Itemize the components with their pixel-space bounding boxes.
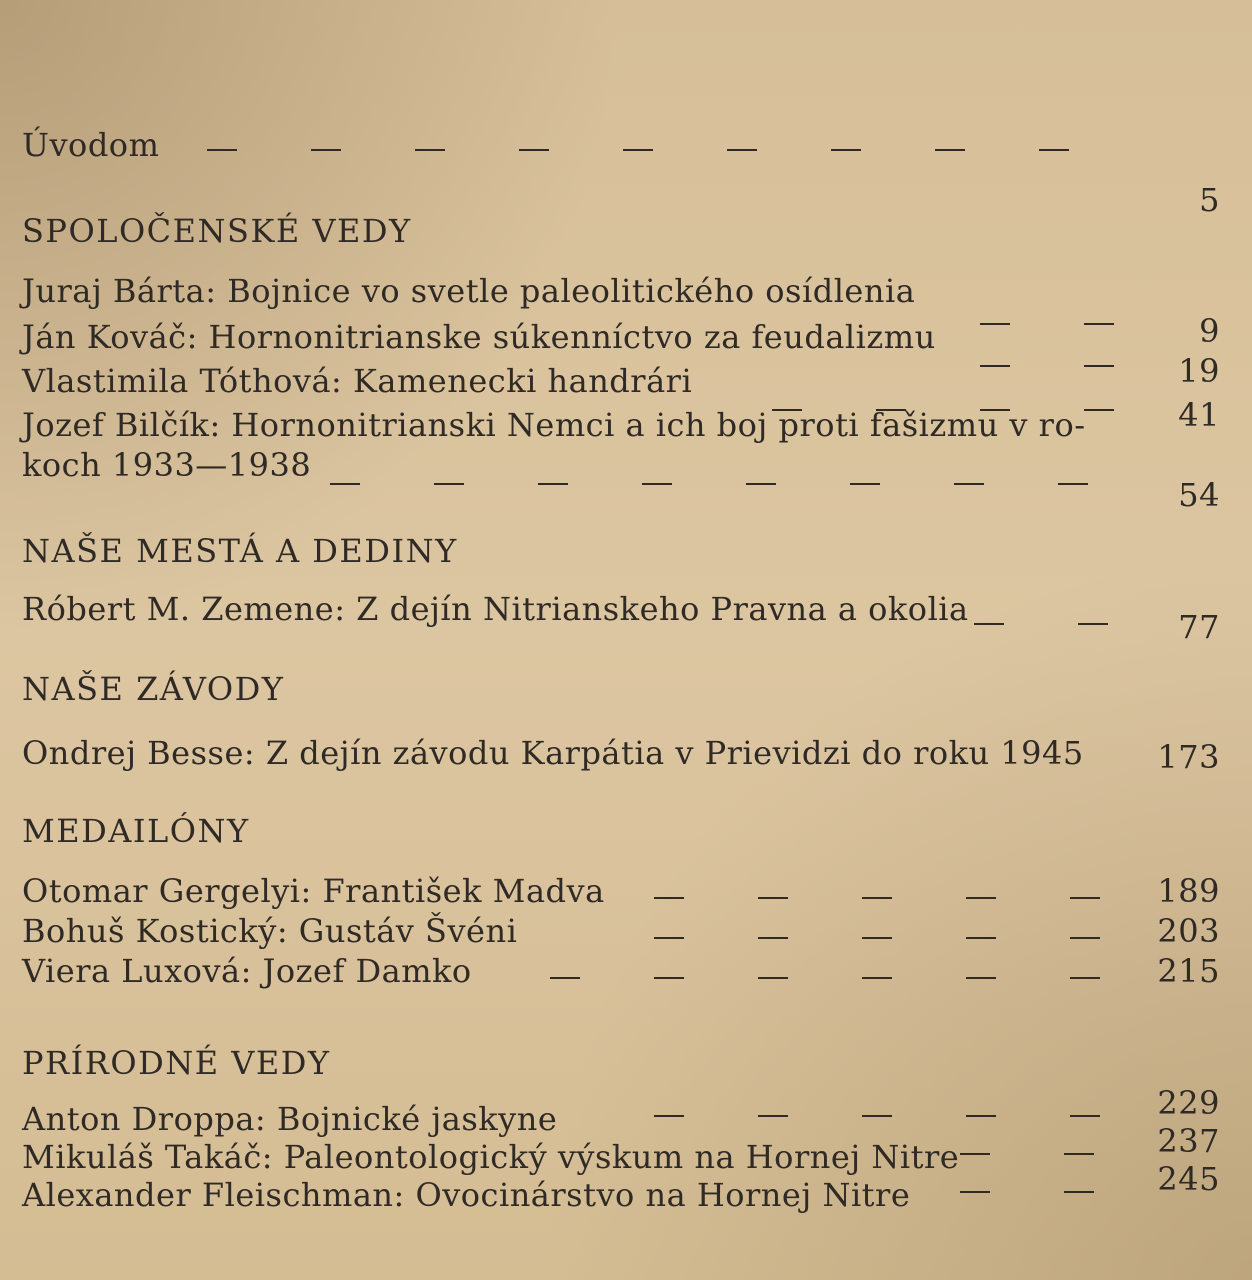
leader-dashes bbox=[654, 916, 1100, 954]
leader-dashes bbox=[960, 1132, 1094, 1170]
section-heading: SPOLOČENSKÉ VEDY bbox=[22, 212, 412, 250]
leader-dashes bbox=[980, 302, 1114, 340]
toc-entry-page: 5 bbox=[1199, 181, 1220, 219]
toc-entry-title: Úvodom bbox=[22, 126, 160, 164]
leader-dashes bbox=[980, 344, 1114, 382]
toc-entry-page: 54 bbox=[1178, 476, 1220, 514]
section-heading: PRÍRODNÉ VEDY bbox=[22, 1044, 331, 1082]
leader-dashes bbox=[330, 462, 1088, 500]
leader-dashes bbox=[654, 876, 1100, 914]
toc-entry-page: 41 bbox=[1178, 396, 1220, 434]
toc-entry-title: Róbert M. Zemene: Z dejín Nitrianskeho Pravna a okolia bbox=[22, 590, 969, 628]
toc-entry-page: 245 bbox=[1157, 1160, 1220, 1198]
section-heading: NAŠE ZÁVODY bbox=[22, 670, 285, 708]
toc-entry-page: 229 bbox=[1157, 1084, 1220, 1122]
section-heading: MEDAILÓNY bbox=[22, 812, 250, 850]
section-heading: NAŠE MESTÁ A DEDINY bbox=[22, 532, 458, 570]
toc-entry-title: Bohuš Kostický: Gustáv Švéni bbox=[22, 912, 518, 950]
toc-entry-title: Mikuláš Takáč: Paleontologický výskum na Hornej Nitre bbox=[22, 1138, 960, 1176]
toc-entry-title: Viera Luxová: Jozef Damko bbox=[22, 952, 472, 990]
toc-entry-title: Ján Kováč: Hornonitrianske súkenníctvo za feudalizmu bbox=[22, 318, 936, 356]
toc-entry-title: Otomar Gergelyi: František Madva bbox=[22, 872, 605, 910]
toc-entry-page: 189 bbox=[1157, 872, 1220, 910]
toc-entry-page: 203 bbox=[1157, 912, 1220, 950]
toc-entry-title: Juraj Bárta: Bojnice vo svetle paleolitického osídlenia bbox=[22, 272, 916, 310]
toc-entry-title: Vlastimila Tóthová: Kamenecki handrári bbox=[22, 362, 693, 400]
leader-dashes bbox=[550, 956, 1100, 994]
leader-dashes bbox=[960, 1170, 1094, 1208]
leader-dashes bbox=[207, 128, 1143, 166]
leader-dashes bbox=[974, 602, 1108, 640]
toc-entry-title: Ondrej Besse: Z dejín závodu Karpátia v Prievidzi do roku 1945 bbox=[22, 734, 1084, 772]
toc-entry-page: 215 bbox=[1157, 952, 1220, 990]
toc-entry-page: 19 bbox=[1178, 352, 1220, 390]
toc-entry-title: Jozef Bilčík: Hornonitrianski Nemci a ich boj proti fašizmu v ro- bbox=[22, 406, 1086, 444]
toc-entry-title: koch 1933—1938 bbox=[22, 446, 312, 484]
leader-dashes bbox=[654, 1094, 1100, 1132]
toc-entry-page: 9 bbox=[1199, 312, 1220, 350]
toc-entry-page: 237 bbox=[1157, 1122, 1220, 1160]
toc-entry-title: Alexander Fleischman: Ovocinárstvo na Hornej Nitre bbox=[22, 1176, 911, 1214]
toc-entry-page: 77 bbox=[1178, 608, 1220, 646]
toc-entry-page: 173 bbox=[1157, 738, 1220, 776]
toc-entry-title: Anton Droppa: Bojnické jaskyne bbox=[22, 1100, 558, 1138]
